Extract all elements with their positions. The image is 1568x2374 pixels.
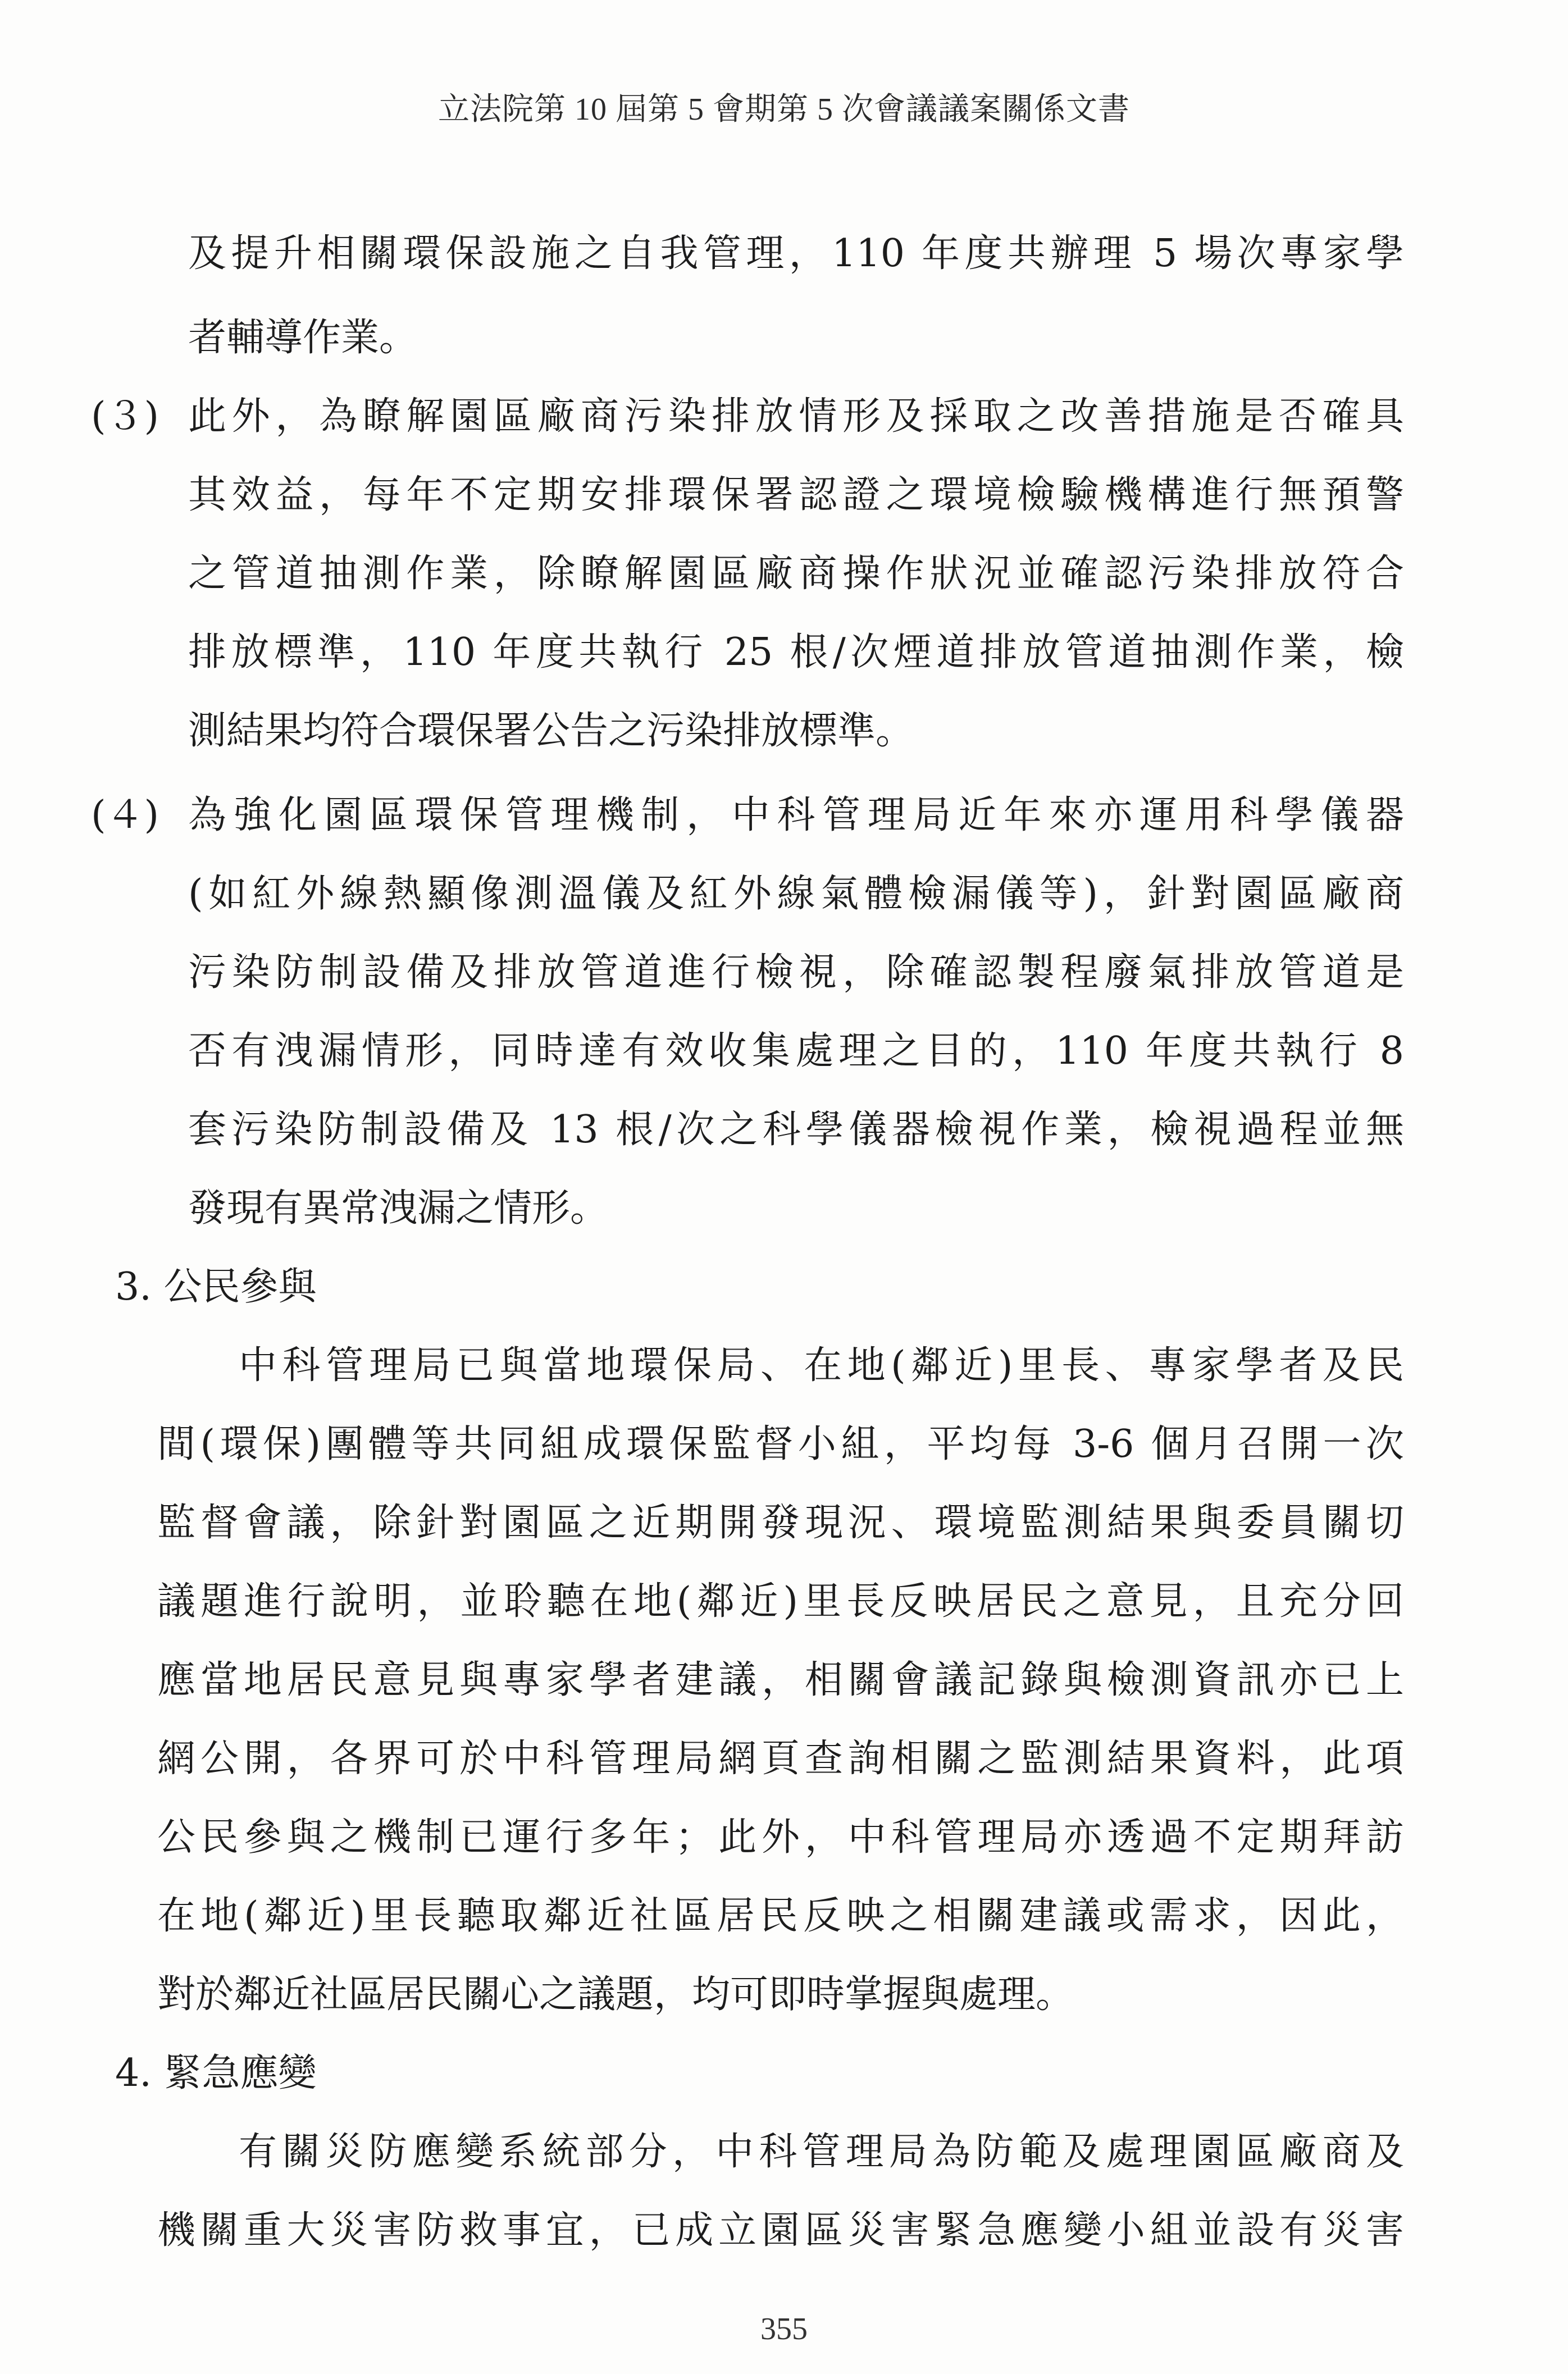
page-number: 355 [760,2312,808,2346]
text-line: 網公開，各界可於中科管理局網頁查詢相關之監測結果資料，此項 [157,1737,1404,1781]
list-marker: (４) [91,793,159,837]
text-line: 機關重大災害防救事宜，已成立園區災害緊急應變小組並設有災害 [157,2208,1404,2253]
section-heading: 4. 緊急應變 [115,2051,317,2095]
text-line: 之管道抽測作業，除瞭解園區廠商操作狀況並確認污染排放符合 [188,552,1404,596]
text-line: 有關災防應變系統部分，中科管理局為防範及處理園區廠商及 [239,2130,1404,2174]
text-line: 污染防制設備及排放管道進行檢視，除確認製程廢氣排放管道是 [188,950,1404,995]
text-line: 套污染防制設備及 13 根/次之科學儀器檢視作業，檢視過程並無 [188,1108,1404,1152]
text-line: 測結果均符合環保署公告之污染排放標準。 [188,709,914,753]
text-line: (如紅外線熱顯像測溫儀及紅外線氣體檢漏儀等)，針對園區廠商 [188,872,1404,916]
text-line: 發現有異常洩漏之情形。 [188,1186,609,1231]
document-header: 立法院第 10 屆第 5 會期第 5 次會議議案關係文書 [438,92,1130,127]
text-line: 者輔導作業。 [188,316,418,360]
text-line: 間(環保)團體等共同組成環保監督小組，平均每 3-6 個月召開一次 [157,1422,1404,1466]
list-marker: (３) [91,394,159,439]
text-line: 其效益，每年不定期安排環保署認證之環境檢驗機構進行無預警 [188,473,1404,517]
text-line: 在地(鄰近)里長聽取鄰近社區居民反映之相關建議或需求，因此， [157,1894,1404,1938]
text-line: 公民參與之機制已運行多年；此外，中科管理局亦透過不定期拜訪 [157,1815,1404,1860]
text-line: 監督會議，除針對園區之近期開發現況、環境監測結果與委員關切 [157,1501,1404,1545]
text-line: 對於鄰近社區居民關心之議題，均可即時掌握與處理。 [157,1972,1074,2017]
text-line: 應當地居民意見與專家學者建議，相關會議記錄與檢測資訊亦已上 [157,1658,1404,1702]
text-line: 中科管理局已與當地環保局、在地(鄰近)里長、專家學者及民 [239,1343,1404,1388]
section-heading: 3. 公民參與 [115,1265,317,1309]
text-line: 否有洩漏情形，同時達有效收集處理之目的，110 年度共執行 8 [188,1029,1404,1073]
text-line: 及提升相關環保設施之自我管理，110 年度共辦理 5 場次專家學 [188,231,1404,276]
text-line: 此外，為瞭解園區廠商污染排放情形及採取之改善措施是否確具 [188,394,1404,439]
text-line: 排放標準，110 年度共執行 25 根/次煙道排放管道抽測作業，檢 [188,630,1404,675]
text-line: 為強化園區環保管理機制，中科管理局近年來亦運用科學儀器 [188,793,1404,837]
text-line: 議題進行說明，並聆聽在地(鄰近)里長反映居民之意見，且充分回 [157,1579,1404,1624]
